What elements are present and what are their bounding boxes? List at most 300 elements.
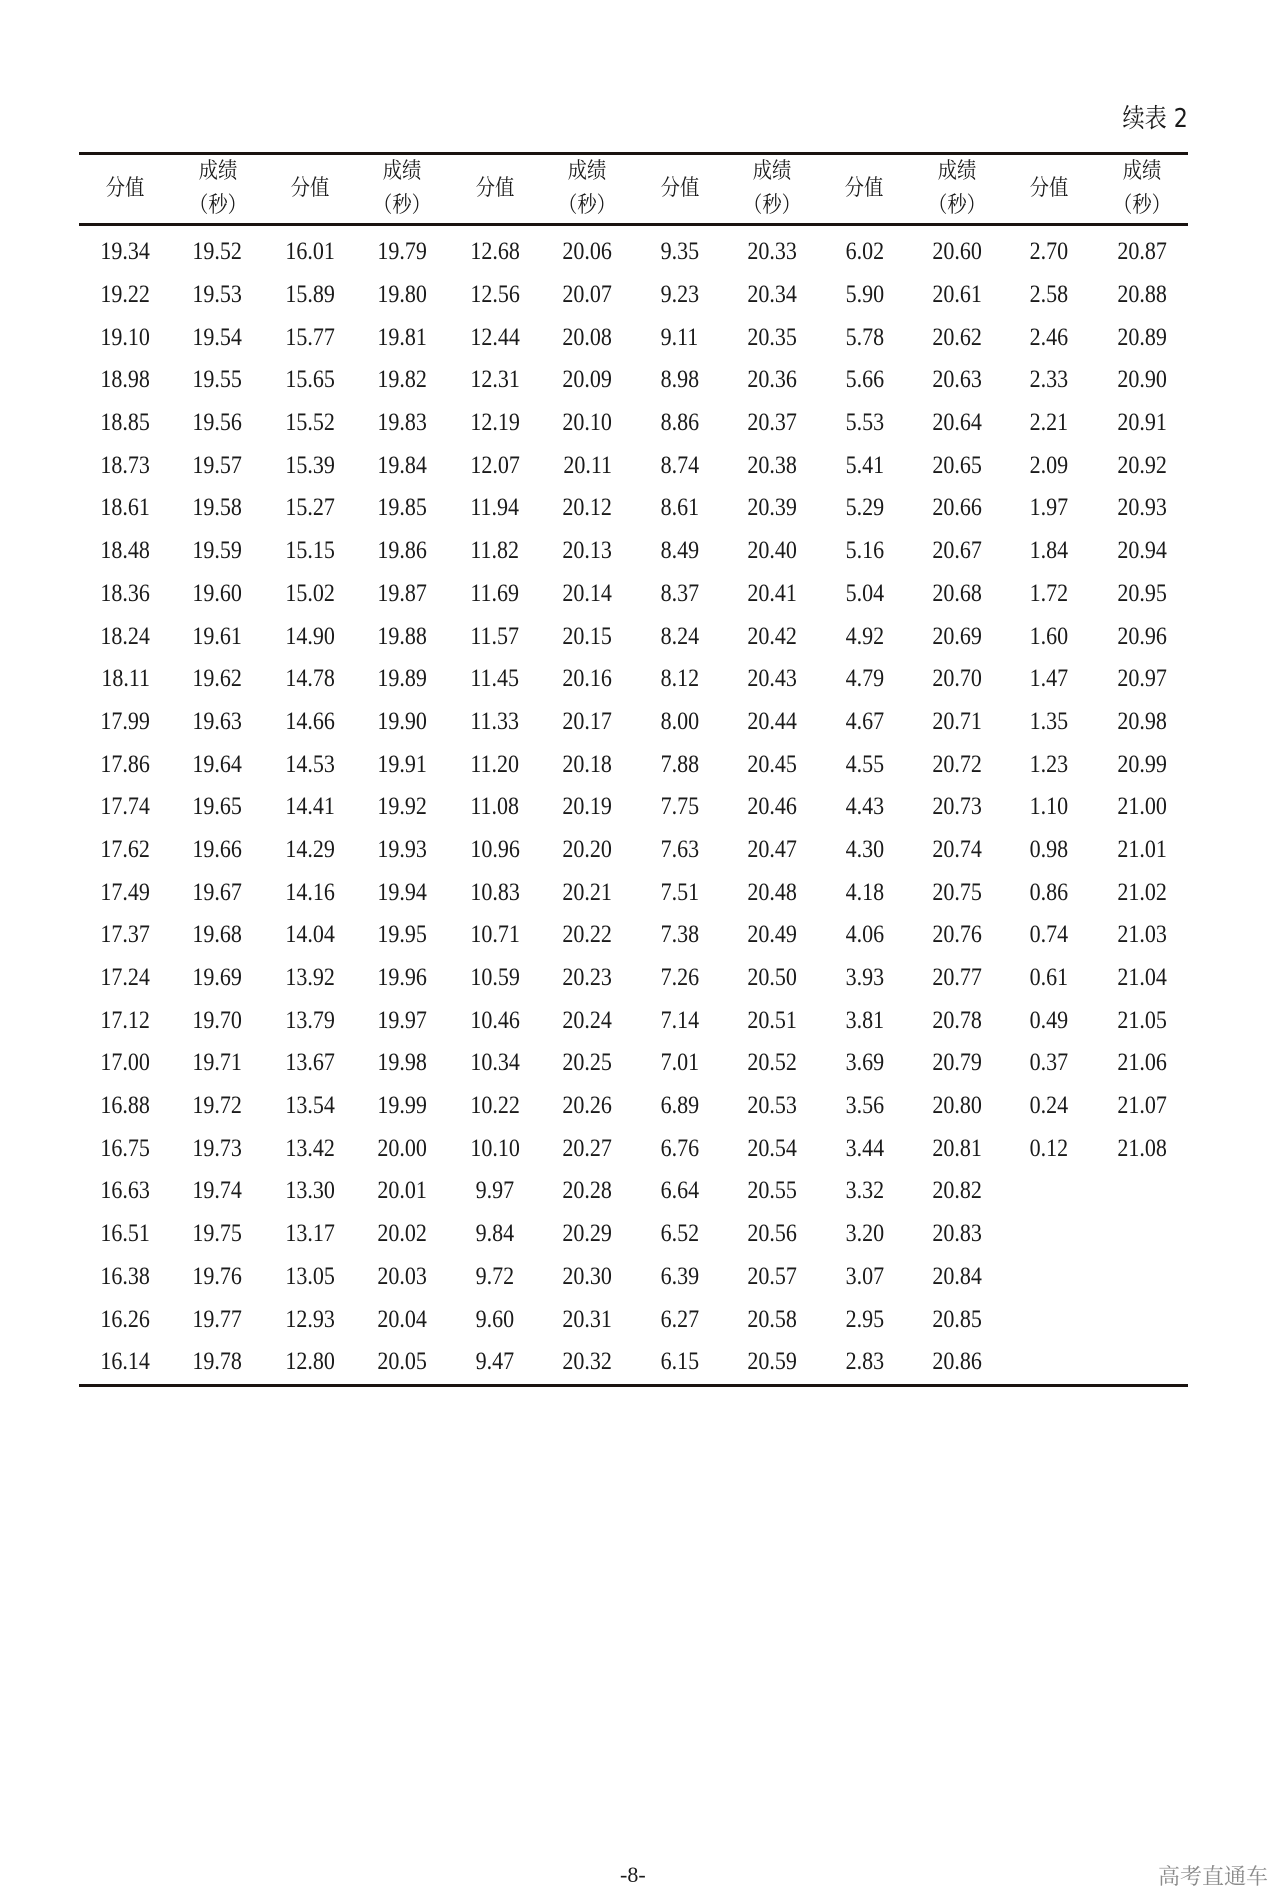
cell-value: 11.20 — [470, 750, 520, 778]
header-unit: （秒） — [742, 193, 802, 218]
time-cell — [911, 444, 1003, 487]
table-row — [79, 274, 1188, 317]
cell-value: 20.39 — [747, 494, 797, 522]
cell-value: 7.01 — [660, 1049, 699, 1077]
score-cell — [1003, 487, 1095, 530]
time-cell — [356, 225, 448, 274]
score-cell — [449, 1341, 541, 1385]
header-label: 分值 — [845, 176, 884, 201]
cell-value: 19.56 — [192, 409, 243, 437]
score-cell — [449, 999, 541, 1042]
cell-value: 20.55 — [747, 1177, 797, 1205]
cell-value: 5.04 — [845, 579, 884, 607]
cell-value: 19.73 — [192, 1134, 243, 1162]
cell-value: 13.92 — [285, 964, 335, 992]
score-cell — [633, 530, 725, 573]
score-cell — [79, 786, 171, 829]
score-cell — [79, 1298, 171, 1341]
score-cell — [633, 359, 725, 402]
cell-value: 6.27 — [660, 1305, 699, 1333]
cell-value: 8.74 — [660, 451, 699, 479]
cell-value: 8.98 — [660, 366, 699, 394]
cell-value: 19.93 — [377, 835, 428, 863]
cell-value: 11.69 — [470, 579, 520, 607]
cell-value: 19.91 — [377, 750, 428, 778]
cell-value: 20.33 — [747, 238, 797, 266]
time-cell — [356, 786, 448, 829]
cell-value: 19.59 — [192, 537, 243, 565]
score-cell — [264, 914, 356, 957]
score-cell — [1003, 359, 1095, 402]
time-cell — [1095, 999, 1188, 1042]
cell-value: 13.30 — [285, 1177, 335, 1205]
score-cell — [79, 402, 171, 445]
cell-value: 4.79 — [845, 665, 884, 693]
score-cell — [264, 225, 356, 274]
table-continuation-title: 续表 2 — [1122, 104, 1188, 134]
cell-value: 20.90 — [1116, 366, 1167, 394]
cell-value: 0.24 — [1030, 1092, 1069, 1120]
cell-value: 12.93 — [285, 1305, 335, 1333]
cell-value: 2.46 — [1030, 323, 1069, 351]
score-cell — [1003, 829, 1095, 872]
cell-value: 21.06 — [1116, 1049, 1167, 1077]
time-cell — [726, 743, 818, 786]
score-cell — [449, 914, 541, 957]
cell-value: 20.46 — [747, 793, 797, 821]
table-body — [79, 225, 1188, 1386]
time-cell — [726, 1170, 818, 1213]
cell-value: 12.07 — [470, 451, 520, 479]
score-cell — [818, 573, 910, 616]
cell-value: 19.81 — [377, 323, 428, 351]
cell-value: 8.37 — [660, 579, 699, 607]
score-cell — [264, 316, 356, 359]
cell-value: 12.56 — [470, 281, 520, 309]
score-cell — [79, 225, 171, 274]
cell-value: 20.45 — [747, 750, 797, 778]
cell-value: 21.03 — [1116, 921, 1167, 949]
header-label: 成绩 — [198, 159, 237, 184]
time-cell — [541, 1042, 633, 1085]
score-cell — [79, 701, 171, 744]
cell-value: 18.98 — [100, 366, 150, 394]
cell-value: 14.78 — [285, 665, 335, 693]
header-time — [911, 154, 1003, 225]
cell-value: 10.71 — [470, 921, 520, 949]
cell-value: 20.63 — [932, 366, 982, 394]
time-cell — [911, 743, 1003, 786]
cell-value: 18.61 — [100, 494, 150, 522]
time-cell — [171, 743, 263, 786]
table-row — [79, 1213, 1188, 1256]
cell-value: 13.54 — [285, 1092, 335, 1120]
score-cell — [1003, 1042, 1095, 1085]
score-cell — [818, 829, 910, 872]
score-cell — [264, 829, 356, 872]
time-cell — [726, 786, 818, 829]
time-cell — [356, 487, 448, 530]
score-cell — [1003, 914, 1095, 957]
cell-value: 21.08 — [1116, 1134, 1167, 1162]
cell-value: 20.57 — [747, 1262, 797, 1290]
time-cell — [171, 701, 263, 744]
time-cell — [911, 1085, 1003, 1128]
cell-value: 14.04 — [285, 921, 335, 949]
score-cell — [818, 914, 910, 957]
cell-value: 6.52 — [660, 1220, 699, 1248]
time-cell — [356, 530, 448, 573]
time-cell — [911, 701, 1003, 744]
cell-value: 20.47 — [747, 835, 797, 863]
cell-value: 17.86 — [100, 750, 150, 778]
score-cell — [449, 871, 541, 914]
cell-value: 15.27 — [285, 494, 335, 522]
time-cell — [171, 487, 263, 530]
cell-value: 20.31 — [562, 1305, 612, 1333]
header-label: 成绩 — [1122, 159, 1162, 184]
cell-value: 17.99 — [100, 707, 150, 735]
time-cell — [171, 1256, 263, 1299]
time-cell — [356, 829, 448, 872]
cell-value: 20.83 — [932, 1220, 982, 1248]
cell-value: 20.98 — [1116, 707, 1167, 735]
score-cell — [264, 1298, 356, 1341]
time-cell — [726, 444, 818, 487]
cell-value: 11.94 — [470, 494, 520, 522]
score-cell — [633, 1213, 725, 1256]
cell-value: 4.55 — [845, 750, 884, 778]
header-label: 成绩 — [937, 159, 977, 184]
cell-value: 20.05 — [377, 1348, 428, 1376]
table-row — [79, 1341, 1188, 1385]
cell-value: 20.54 — [747, 1134, 797, 1162]
time-cell — [171, 530, 263, 573]
score-cell — [264, 274, 356, 317]
time-cell — [541, 615, 633, 658]
cell-value: 20.23 — [562, 964, 612, 992]
time-cell — [541, 359, 633, 402]
cell-value: 17.62 — [100, 835, 150, 863]
score-cell — [633, 1085, 725, 1128]
time-cell — [541, 1256, 633, 1299]
time-cell — [911, 871, 1003, 914]
time-cell — [911, 914, 1003, 957]
cell-value: 19.63 — [192, 707, 243, 735]
time-cell — [1095, 701, 1188, 744]
cell-value: 19.87 — [377, 579, 428, 607]
score-cell — [818, 786, 910, 829]
time-cell — [356, 1298, 448, 1341]
score-cell — [633, 1341, 725, 1385]
score-cell — [818, 402, 910, 445]
cell-value: 20.82 — [932, 1177, 982, 1205]
cell-value: 19.97 — [377, 1006, 428, 1034]
time-cell — [541, 573, 633, 616]
cell-value: 14.53 — [285, 750, 335, 778]
time-cell — [171, 316, 263, 359]
cell-value: 20.22 — [562, 921, 612, 949]
score-cell — [264, 615, 356, 658]
cell-value: 20.25 — [562, 1049, 612, 1077]
cell-value: 11.57 — [470, 622, 520, 650]
score-cell — [818, 1213, 910, 1256]
cell-value: 20.77 — [932, 964, 982, 992]
cell-value: 8.49 — [660, 537, 699, 565]
cell-value: 3.07 — [845, 1262, 884, 1290]
cell-value: 20.37 — [747, 409, 797, 437]
time-cell — [171, 999, 263, 1042]
cell-value: 0.37 — [1030, 1049, 1069, 1077]
cell-value: 16.51 — [100, 1220, 150, 1248]
cell-value: 20.24 — [562, 1006, 612, 1034]
score-cell — [449, 359, 541, 402]
score-cell — [79, 487, 171, 530]
score-cell — [818, 1298, 910, 1341]
score-cell — [633, 871, 725, 914]
cell-value: 20.75 — [932, 878, 982, 906]
score-cell — [1003, 573, 1095, 616]
cell-value: 8.61 — [660, 494, 699, 522]
time-cell — [911, 359, 1003, 402]
cell-value: 18.24 — [100, 622, 150, 650]
score-cell — [1003, 225, 1095, 274]
score-cell — [449, 444, 541, 487]
cell-value: 19.92 — [377, 793, 428, 821]
cell-value: 19.79 — [377, 238, 428, 266]
cell-value: 20.69 — [932, 622, 982, 650]
score-cell — [633, 743, 725, 786]
time-cell — [726, 914, 818, 957]
score-cell — [79, 359, 171, 402]
cell-value: 6.64 — [660, 1177, 699, 1205]
time-cell — [726, 999, 818, 1042]
table-row — [79, 487, 1188, 530]
time-cell — [911, 530, 1003, 573]
cell-value: 20.71 — [932, 707, 982, 735]
cell-value: 21.02 — [1116, 878, 1167, 906]
score-cell — [633, 786, 725, 829]
time-cell — [171, 914, 263, 957]
time-cell — [356, 359, 448, 402]
header-score — [449, 154, 541, 225]
cell-value: 11.45 — [470, 665, 520, 693]
header-unit: （秒） — [373, 193, 432, 218]
header-score — [818, 154, 910, 225]
time-cell — [356, 402, 448, 445]
header-label: 成绩 — [752, 159, 792, 184]
time-cell — [911, 1042, 1003, 1085]
cell-value: 20.87 — [1116, 238, 1167, 266]
score-cell — [633, 402, 725, 445]
table-row — [79, 871, 1188, 914]
time-cell — [1095, 274, 1188, 317]
time-cell — [911, 658, 1003, 701]
cell-value: 20.64 — [932, 409, 982, 437]
cell-value: 20.02 — [377, 1220, 428, 1248]
cell-value: 5.66 — [845, 366, 884, 394]
score-cell — [633, 658, 725, 701]
cell-value: 6.89 — [660, 1092, 699, 1120]
time-cell — [1095, 829, 1188, 872]
score-cell — [633, 829, 725, 872]
cell-value: 6.76 — [660, 1134, 699, 1162]
cell-value: 3.81 — [845, 1006, 884, 1034]
score-cell — [633, 274, 725, 317]
table-row — [79, 829, 1188, 872]
cell-value: 19.68 — [192, 921, 243, 949]
cell-value: 17.24 — [100, 964, 150, 992]
cell-value: 1.84 — [1030, 537, 1069, 565]
table-row — [79, 1256, 1188, 1299]
time-cell — [171, 957, 263, 1000]
cell-value: 19.70 — [192, 1006, 243, 1034]
cell-value: 19.54 — [192, 323, 243, 351]
cell-value: 14.16 — [285, 878, 335, 906]
score-cell — [449, 829, 541, 872]
time-cell — [1095, 1298, 1188, 1341]
cell-value: 10.83 — [470, 878, 520, 906]
score-cell — [449, 615, 541, 658]
cell-value: 20.16 — [562, 665, 612, 693]
time-cell — [171, 1085, 263, 1128]
cell-value: 20.01 — [377, 1177, 428, 1205]
score-cell — [264, 701, 356, 744]
cell-value: 17.12 — [100, 1006, 150, 1034]
time-cell — [726, 274, 818, 317]
time-cell — [541, 1298, 633, 1341]
score-cell — [449, 1298, 541, 1341]
score-cell — [1003, 1341, 1095, 1385]
header-score — [264, 154, 356, 225]
time-cell — [171, 359, 263, 402]
score-cell — [264, 999, 356, 1042]
cell-value: 19.85 — [377, 494, 428, 522]
time-cell — [911, 829, 1003, 872]
cell-value: 5.29 — [845, 494, 884, 522]
cell-value: 20.11 — [562, 451, 612, 479]
score-cell — [449, 786, 541, 829]
score-cell — [633, 225, 725, 274]
time-cell — [726, 225, 818, 274]
table-row — [79, 786, 1188, 829]
cell-value: 20.28 — [562, 1177, 612, 1205]
cell-value: 19.71 — [192, 1049, 243, 1077]
cell-value: 18.48 — [100, 537, 150, 565]
score-cell — [633, 701, 725, 744]
score-cell — [1003, 1127, 1095, 1170]
cell-value: 6.39 — [660, 1262, 699, 1290]
cell-value: 20.81 — [932, 1134, 982, 1162]
score-cell — [79, 658, 171, 701]
score-cell — [1003, 957, 1095, 1000]
cell-value: 12.80 — [285, 1348, 335, 1376]
time-cell — [541, 530, 633, 573]
cell-value: 20.53 — [747, 1092, 797, 1120]
time-cell — [911, 786, 1003, 829]
cell-value: 19.74 — [192, 1177, 243, 1205]
page-number: -8- — [620, 1862, 646, 1887]
cell-value: 14.41 — [285, 793, 335, 821]
time-cell — [171, 658, 263, 701]
cell-value: 20.00 — [377, 1134, 428, 1162]
score-cell — [633, 573, 725, 616]
cell-value: 5.16 — [845, 537, 884, 565]
cell-value: 13.67 — [285, 1049, 335, 1077]
cell-value: 20.10 — [562, 409, 612, 437]
time-cell — [911, 999, 1003, 1042]
cell-value: 20.35 — [747, 323, 797, 351]
time-cell — [356, 1127, 448, 1170]
cell-value: 20.09 — [562, 366, 612, 394]
cell-value: 7.26 — [660, 964, 699, 992]
time-cell — [356, 1213, 448, 1256]
cell-value: 8.00 — [660, 707, 699, 735]
score-cell — [264, 530, 356, 573]
cell-value: 20.17 — [562, 707, 612, 735]
cell-value: 16.63 — [100, 1177, 150, 1205]
cell-value: 20.62 — [932, 323, 982, 351]
time-cell — [726, 1085, 818, 1128]
cell-value: 2.58 — [1030, 281, 1069, 309]
time-cell — [911, 1298, 1003, 1341]
time-cell — [171, 871, 263, 914]
cell-value: 20.21 — [562, 878, 612, 906]
time-cell — [541, 402, 633, 445]
cell-value: 7.51 — [660, 878, 699, 906]
cell-value: 0.49 — [1030, 1006, 1069, 1034]
cell-value: 14.66 — [285, 707, 335, 735]
cell-value: 20.88 — [1116, 281, 1167, 309]
time-cell — [541, 1341, 633, 1385]
score-cell — [79, 957, 171, 1000]
time-cell — [1095, 444, 1188, 487]
score-cell — [633, 316, 725, 359]
time-cell — [911, 274, 1003, 317]
score-cell — [79, 530, 171, 573]
score-cell — [79, 743, 171, 786]
score-cell — [633, 1256, 725, 1299]
score-cell — [818, 1170, 910, 1213]
header-label: 成绩 — [383, 159, 422, 184]
score-cell — [79, 615, 171, 658]
cell-value: 9.47 — [475, 1348, 515, 1376]
time-cell — [356, 1341, 448, 1385]
time-cell — [1095, 743, 1188, 786]
cell-value: 20.42 — [747, 622, 797, 650]
time-cell — [541, 316, 633, 359]
cell-value: 20.15 — [562, 622, 612, 650]
time-cell — [726, 658, 818, 701]
cell-value: 19.98 — [377, 1049, 428, 1077]
score-cell — [79, 1085, 171, 1128]
time-cell — [911, 1256, 1003, 1299]
score-cell — [1003, 786, 1095, 829]
cell-value: 17.37 — [100, 921, 150, 949]
cell-value: 1.72 — [1030, 579, 1069, 607]
score-cell — [264, 1042, 356, 1085]
cell-value: 20.13 — [562, 537, 612, 565]
score-cell — [818, 444, 910, 487]
cell-value: 12.19 — [470, 409, 520, 437]
score-cell — [449, 1213, 541, 1256]
time-cell — [171, 1170, 263, 1213]
cell-value: 20.51 — [747, 1006, 797, 1034]
header-label: 分值 — [660, 176, 699, 201]
score-cell — [818, 701, 910, 744]
score-cell — [264, 1256, 356, 1299]
score-cell — [449, 530, 541, 573]
